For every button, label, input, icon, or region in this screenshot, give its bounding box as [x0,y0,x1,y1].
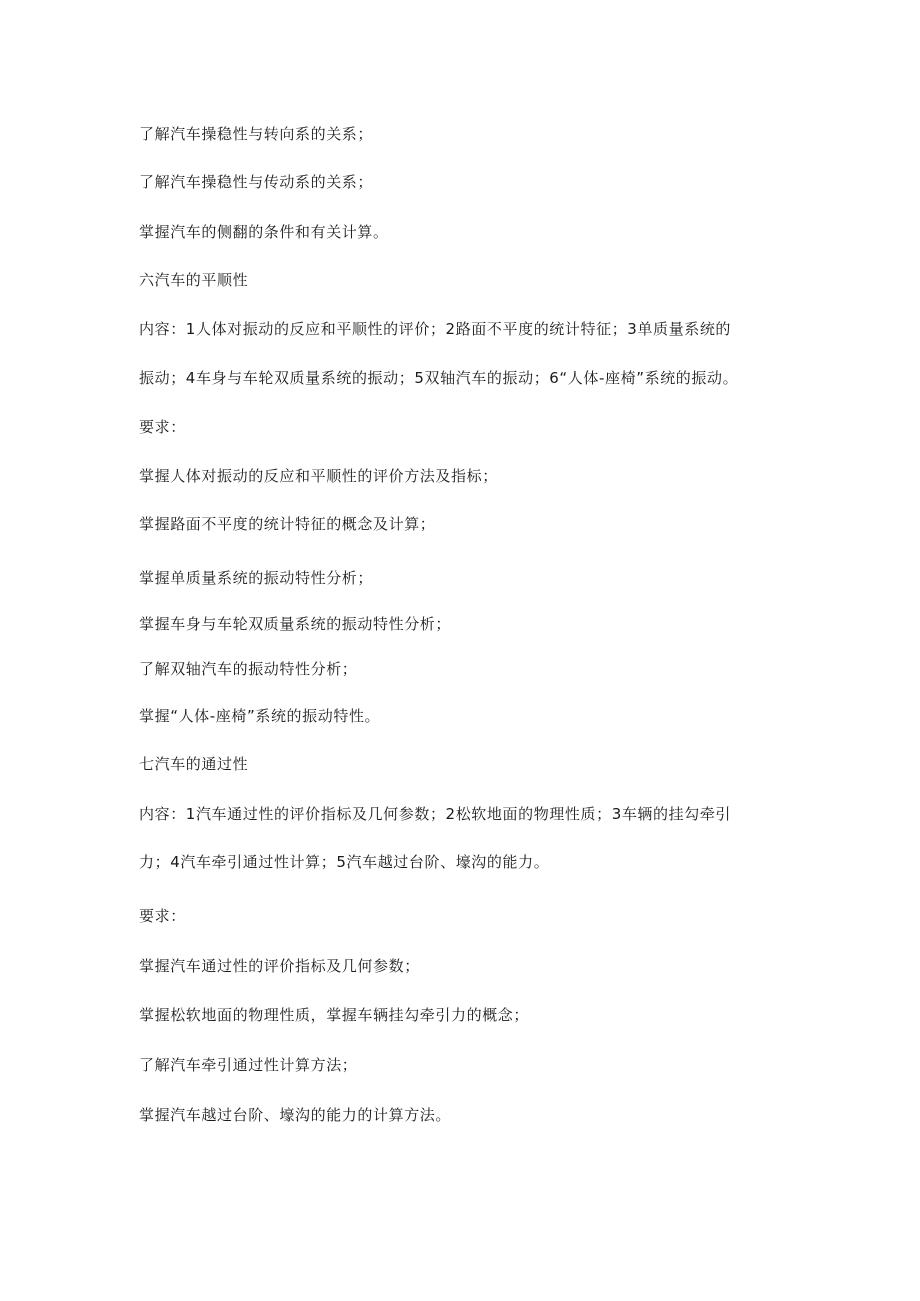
text-line: 力；4汽车牵引通过性计算；5汽车越过台阶、壕沟的能力。 [139,853,550,871]
text-line: 振动；4车身与车轮双质量系统的振动；5双轴汽车的振动；6“人体-座椅”系统的振动。 [139,369,739,387]
text-line: 了解双轴汽车的振动特性分析； [139,660,358,678]
text-line: 掌握松软地面的物理性质，掌握车辆挂勾牵引力的概念； [139,1006,530,1024]
text-line: 掌握路面不平度的统计特征的概念及计算； [139,515,436,533]
text-line: 内容：1汽车通过性的评价指标及几何参数；2松软地面的物理性质；3车辆的挂勾牵引 [139,805,732,823]
text-line: 掌握“人体-座椅”系统的振动特性。 [139,707,381,725]
text-line: 掌握车身与车轮双质量系统的振动特性分析； [139,615,452,633]
text-line: 要求： [139,907,186,925]
section-heading: 七汽车的通过性 [139,755,249,773]
text-line: 掌握人体对振动的反应和平顺性的评价方法及指标； [139,467,498,485]
text-line: 内容：1人体对振动的反应和平顺性的评价；2路面不平度的统计特征；3单质量系统的 [139,320,732,338]
text-line: 要求： [139,418,186,436]
text-line: 掌握汽车通过性的评价指标及几何参数； [139,957,420,975]
text-line: 掌握汽车越过台阶、壕沟的能力的计算方法。 [139,1106,452,1124]
text-line: 了解汽车操稳性与转向系的关系； [139,125,374,143]
section-heading: 六汽车的平顺性 [139,271,249,289]
text-line: 掌握单质量系统的振动特性分析； [139,569,374,587]
text-line: 了解汽车操稳性与传动系的关系； [139,173,374,191]
text-line: 掌握汽车的侧翻的条件和有关计算。 [139,223,389,241]
text-line: 了解汽车牵引通过性计算方法； [139,1056,358,1074]
